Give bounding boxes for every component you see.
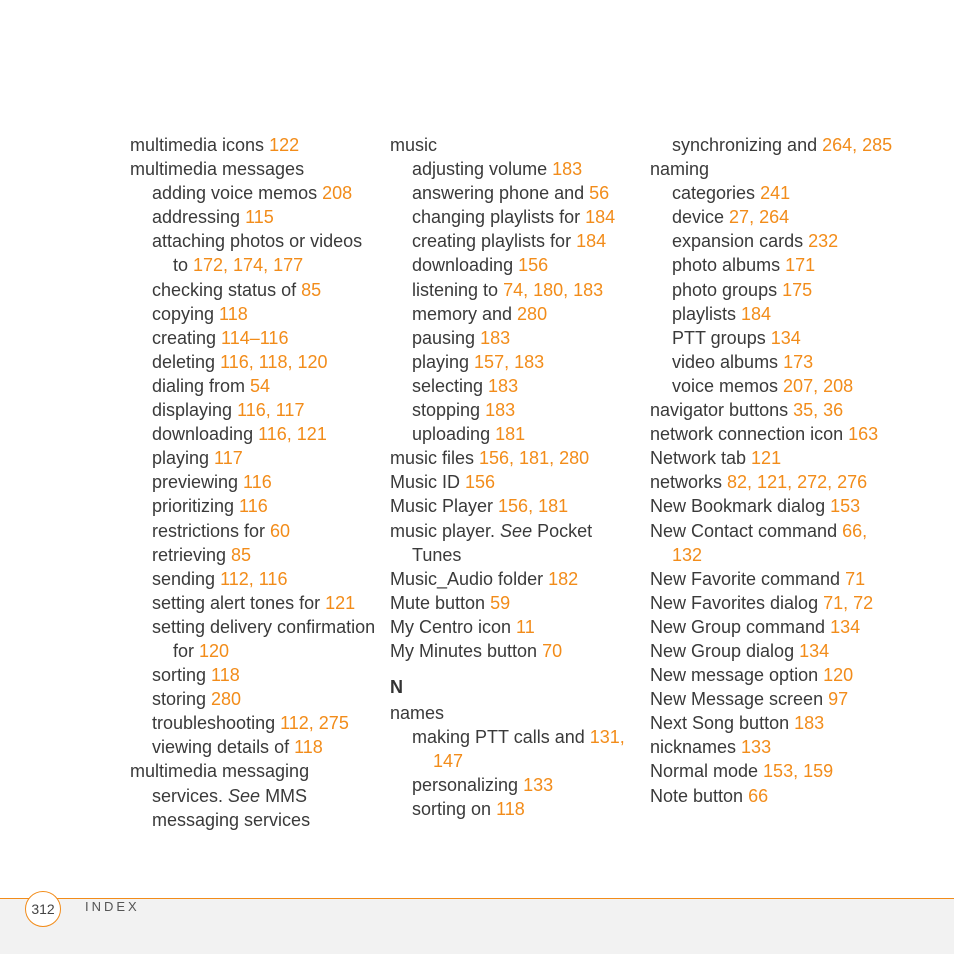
page-link[interactable]: 183: [480, 327, 511, 348]
entry-term: retrieving: [152, 544, 232, 565]
entry-term: music files: [390, 448, 480, 469]
entry-term: sending: [152, 568, 221, 589]
page-link[interactable]: 208: [322, 183, 353, 204]
entry-term: music player.: [390, 520, 501, 541]
entry-term: memory and: [412, 303, 518, 324]
page-link[interactable]: 71: [845, 568, 866, 589]
page-link[interactable]: 116, 121: [258, 424, 327, 445]
footer-band: [0, 899, 954, 954]
entry-term: New Group dialog: [650, 640, 800, 661]
page-link[interactable]: 133: [741, 737, 772, 758]
index-subentry: [130, 687, 380, 711]
index-entry: [130, 133, 380, 157]
index-subentry: [390, 157, 640, 181]
page-link[interactable]: 35, 36: [793, 400, 844, 421]
index-subentry: [130, 543, 380, 567]
page-link[interactable]: 181: [495, 424, 526, 445]
entry-term: setting delivery confirmation for: [152, 616, 376, 661]
entry-term: Music ID: [390, 472, 466, 493]
page-link[interactable]: 54: [250, 375, 271, 396]
entry-term: network connection icon: [650, 424, 849, 445]
see-reference: See: [228, 785, 261, 806]
index-entry: [390, 470, 640, 494]
index-subentry: [130, 663, 380, 687]
index-entry: [650, 398, 900, 422]
page-link[interactable]: 60: [270, 520, 291, 541]
entry-term: New Message screen: [650, 689, 829, 710]
index-subentry: [130, 567, 380, 591]
page-link[interactable]: 232: [808, 231, 839, 252]
index-entry: [390, 446, 640, 470]
entry-term: troubleshooting: [152, 713, 281, 734]
entry-term: device: [672, 207, 730, 228]
index-subentry: [390, 326, 640, 350]
entry-term: photo albums: [672, 255, 786, 276]
index-subentry: [390, 181, 640, 205]
page-link[interactable]: 134: [770, 327, 801, 348]
index-subentry: [130, 494, 380, 518]
entry-term: New message option: [650, 665, 824, 686]
index-entry: [390, 519, 640, 567]
index-entry: [650, 446, 900, 470]
index-subentry: [650, 302, 900, 326]
index-subentry: [390, 278, 640, 302]
index-entry: [650, 591, 900, 615]
page-link[interactable]: 133: [523, 775, 554, 796]
see-reference: See: [500, 520, 533, 541]
page-link[interactable]: 116: [239, 496, 268, 517]
index-subentry: [130, 229, 380, 277]
entry-term: addressing: [152, 207, 246, 228]
page-link[interactable]: 173: [783, 351, 814, 372]
entry-term: restrictions for: [152, 520, 271, 541]
index-subentry: [130, 615, 380, 663]
page-link[interactable]: 183: [488, 375, 519, 396]
index-entry: [650, 567, 900, 591]
section-label: INDEX: [85, 899, 140, 914]
entry-term: New Group command: [650, 616, 831, 637]
page-link[interactable]: 74, 180, 183: [503, 279, 604, 300]
index-entry: [390, 615, 640, 639]
index-subentry: [390, 398, 640, 422]
entry-term: Normal mode: [650, 761, 764, 782]
page-link[interactable]: 157, 183: [474, 351, 545, 372]
page-link[interactable]: 153, 159: [763, 761, 834, 782]
page-link[interactable]: 163: [848, 424, 879, 445]
entry-term: nicknames: [650, 737, 742, 758]
page-link[interactable]: 122: [269, 135, 300, 155]
entry-term: downloading: [152, 424, 259, 445]
page-link[interactable]: 121: [325, 592, 356, 613]
index-subentry: [650, 253, 900, 277]
page-link[interactable]: 116, 117: [237, 400, 305, 421]
entry-term: multimedia messaging services.: [130, 761, 310, 806]
entry-term: naming: [650, 159, 710, 180]
page-link[interactable]: 115: [245, 207, 274, 228]
entry-term: changing playlists for: [412, 207, 586, 228]
entry-term: My Minutes button: [390, 640, 543, 661]
index-column-2: [390, 133, 640, 822]
page-link[interactable]: 117: [214, 448, 243, 469]
index-subentry: [390, 302, 640, 326]
entry-term: video albums: [672, 351, 784, 372]
page-link[interactable]: 121: [751, 448, 782, 469]
entry-term: multimedia icons: [130, 135, 270, 155]
page-link[interactable]: 116, 118, 120: [220, 351, 328, 372]
index-subentry: [650, 181, 900, 205]
index-subentry: [130, 422, 380, 446]
entry-term: New Bookmark dialog: [650, 496, 831, 517]
entry-term: categories: [672, 183, 761, 204]
entry-term: playing: [412, 351, 475, 372]
index-entry: [650, 157, 900, 181]
index-subentry: [130, 591, 380, 615]
page-link[interactable]: 118: [294, 737, 323, 758]
entry-term: storing: [152, 689, 212, 710]
index-entry: [390, 701, 640, 725]
index-entry: [650, 422, 900, 446]
index-subentry: [130, 711, 380, 735]
entry-term: selecting: [412, 375, 489, 396]
page-link[interactable]: 56: [589, 183, 610, 204]
entry-term: Note button: [650, 785, 749, 806]
entry-term: stopping: [412, 400, 486, 421]
entry-term: checking status of: [152, 279, 302, 300]
page-number: 312: [25, 891, 61, 927]
index-subentry: [650, 133, 900, 157]
entry-term: adjusting volume: [412, 159, 553, 180]
page-link[interactable]: 171: [785, 255, 816, 276]
page-link[interactable]: 112, 275: [280, 713, 349, 734]
entry-term: New Favorites dialog: [650, 592, 824, 613]
page-link[interactable]: 156: [465, 472, 496, 493]
letter-heading: N: [390, 677, 403, 698]
page-link[interactable]: 156: [518, 255, 549, 276]
index-column-1: [130, 133, 380, 832]
page-link[interactable]: 97: [828, 689, 849, 710]
page-link[interactable]: 118: [496, 799, 525, 820]
page-link[interactable]: 85: [301, 279, 322, 300]
page-link[interactable]: 27, 264: [729, 207, 790, 228]
page-link[interactable]: 184: [585, 207, 616, 228]
page-link[interactable]: 184: [576, 231, 607, 252]
page-link[interactable]: 241: [760, 183, 791, 204]
entry-term: playlists: [672, 303, 742, 324]
entry-term: making PTT calls and: [412, 727, 590, 748]
page-link[interactable]: 11: [516, 616, 535, 637]
entry-term: downloading: [412, 255, 519, 276]
entry-term: sorting: [152, 665, 212, 686]
entry-term: photo groups: [672, 279, 783, 300]
page-link[interactable]: 112, 116: [220, 568, 288, 589]
index-entry: [650, 639, 900, 663]
index-entry: [650, 519, 900, 567]
page-link[interactable]: 182: [548, 568, 579, 589]
entry-term: Music Player: [390, 496, 499, 517]
page-link[interactable]: 66: [748, 785, 769, 806]
entry-term: New Favorite command: [650, 568, 846, 589]
index-subentry: [130, 326, 380, 350]
index-entry: [650, 663, 900, 687]
index-subentry: [130, 446, 380, 470]
index-entry: [650, 735, 900, 759]
index-subentry: [390, 253, 640, 277]
index-entry: [390, 567, 640, 591]
index-subentry: [650, 326, 900, 350]
index-entry: [650, 711, 900, 735]
index-subentry: [650, 205, 900, 229]
index-entry: [130, 759, 380, 831]
index-entry: [130, 157, 380, 181]
entry-term: deleting: [152, 351, 221, 372]
index-subentry: [650, 350, 900, 374]
page-link[interactable]: 71, 72: [823, 592, 874, 613]
index-subentry: [390, 773, 640, 797]
index-entry: [650, 784, 900, 808]
entry-term: listening to: [412, 279, 504, 300]
entry-term: uploading: [412, 424, 496, 445]
entry-term: viewing details of: [152, 737, 295, 758]
index-subentry: [650, 278, 900, 302]
page-link[interactable]: 172, 174, 177: [193, 255, 304, 276]
index-entry: [390, 494, 640, 518]
entry-term: Network tab: [650, 448, 752, 469]
entry-term: setting alert tones for: [152, 592, 326, 613]
index-subentry: [390, 725, 640, 773]
page-link[interactable]: 134: [830, 616, 861, 637]
index-subentry: [390, 205, 640, 229]
page-link[interactable]: 207, 208: [783, 375, 854, 396]
see-target: Pocket Tunes: [412, 520, 593, 565]
index-subentry: [390, 374, 640, 398]
entry-term: displaying: [152, 400, 238, 421]
page-link[interactable]: 184: [741, 303, 772, 324]
entry-term: prioritizing: [152, 496, 240, 517]
page-link[interactable]: 70: [542, 640, 563, 661]
index-entry: [390, 591, 640, 615]
page-link[interactable]: 156, 181: [498, 496, 569, 517]
page-link[interactable]: 153: [830, 496, 861, 517]
page-link[interactable]: 280: [517, 303, 548, 324]
index-subentry: [390, 229, 640, 253]
index-subentry: [650, 229, 900, 253]
page-link[interactable]: 156, 181, 280: [479, 448, 590, 469]
index-entry: [650, 615, 900, 639]
index-subentry: [130, 205, 380, 229]
index-entry: [650, 687, 900, 711]
page-link[interactable]: 175: [782, 279, 813, 300]
entry-term: New Contact command: [650, 520, 843, 541]
index-subentry: [130, 278, 380, 302]
page-link[interactable]: 118: [211, 665, 240, 686]
page-link[interactable]: 116: [243, 472, 272, 493]
entry-term: voice memos: [672, 375, 784, 396]
entry-term: Next Song button: [650, 713, 795, 734]
index-entry: [390, 639, 640, 663]
page-link[interactable]: 264, 285: [822, 135, 893, 155]
page-link[interactable]: 131, 147: [433, 727, 625, 772]
page-link[interactable]: 118: [219, 303, 248, 324]
page-link[interactable]: 59: [490, 592, 511, 613]
entry-term: personalizing: [412, 775, 524, 796]
entry-term: multimedia messages: [130, 159, 305, 180]
entry-term: networks: [650, 472, 728, 493]
entry-term: attaching photos or videos to: [152, 231, 363, 276]
index-column-3: [650, 133, 900, 808]
index-subentry: [390, 422, 640, 446]
page-link[interactable]: 85: [231, 544, 252, 565]
entry-term: playing: [152, 448, 215, 469]
entry-term: copying: [152, 303, 220, 324]
entry-term: names: [390, 703, 445, 724]
index-entry: [650, 470, 900, 494]
entry-term: creating playlists for: [412, 231, 577, 252]
see-target: MMS messaging services: [152, 785, 311, 830]
entry-term: adding voice memos: [152, 183, 323, 204]
page-link[interactable]: 120: [199, 640, 230, 661]
index-entry: [650, 494, 900, 518]
entry-term: music: [390, 135, 438, 155]
index-entry: [650, 759, 900, 783]
index-subentry: [130, 350, 380, 374]
entry-term: sorting on: [412, 799, 497, 820]
entry-term: navigator buttons: [650, 400, 794, 421]
index-subentry: [650, 374, 900, 398]
index-subentry: [130, 181, 380, 205]
entry-term: expansion cards: [672, 231, 809, 252]
entry-term: dialing from: [152, 375, 251, 396]
index-entry: [390, 133, 640, 157]
page-link[interactable]: 120: [823, 665, 854, 686]
index-subentry: [390, 797, 640, 821]
footer-rule: [0, 898, 954, 899]
entry-term: My Centro icon: [390, 616, 517, 637]
page-link[interactable]: 183: [485, 400, 516, 421]
entry-term: answering phone and: [412, 183, 590, 204]
entry-term: Music_Audio folder: [390, 568, 549, 589]
page-link[interactable]: 82, 121, 272, 276: [727, 472, 868, 493]
page-link[interactable]: 183: [552, 159, 583, 180]
index-subentry: [130, 735, 380, 759]
entry-term: creating: [152, 327, 222, 348]
page-link[interactable]: 134: [799, 640, 830, 661]
page-link[interactable]: 114–116: [221, 327, 289, 348]
index-subentry: [130, 398, 380, 422]
entry-term: pausing: [412, 327, 481, 348]
page-link[interactable]: 183: [794, 713, 825, 734]
entry-term: Mute button: [390, 592, 491, 613]
index-subentry: [390, 350, 640, 374]
index-subentry: [130, 302, 380, 326]
page-link[interactable]: 280: [211, 689, 242, 710]
index-subentry: [130, 519, 380, 543]
entry-term: PTT groups: [672, 327, 771, 348]
page-link[interactable]: 66, 132: [672, 520, 868, 565]
index-subentry: [130, 470, 380, 494]
entry-term: synchronizing and: [672, 135, 823, 155]
index-subentry: [130, 374, 380, 398]
entry-term: previewing: [152, 472, 244, 493]
